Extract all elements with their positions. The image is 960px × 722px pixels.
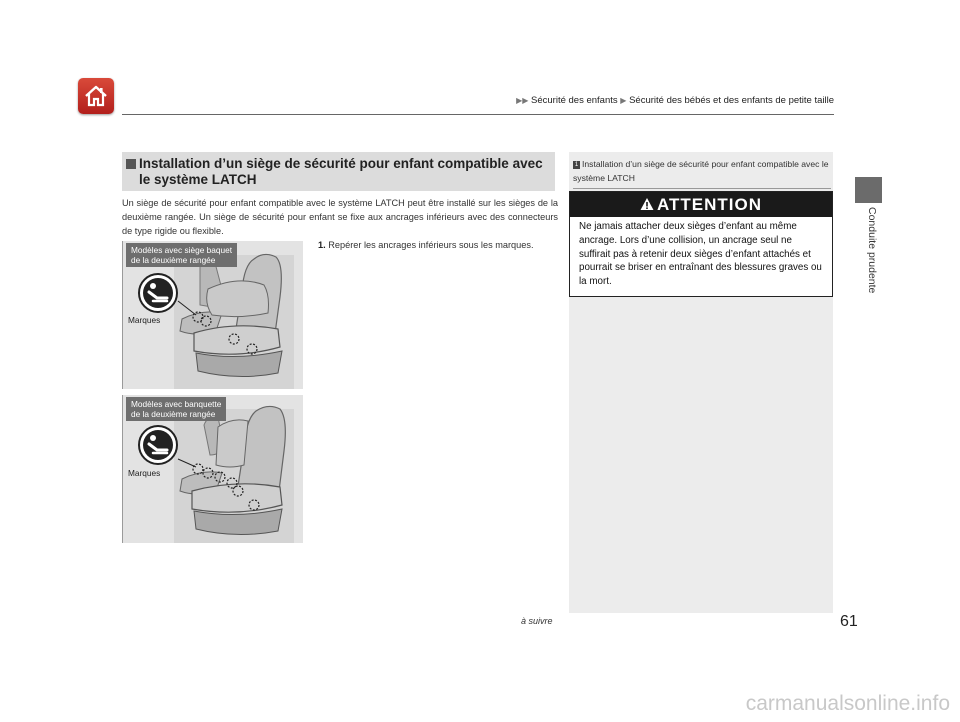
warning-label: ATTENTION [656,195,762,214]
figure-caption-line1: Modèles avec banquette [131,399,222,409]
warning-triangle-icon [640,197,654,211]
warning-box [569,191,833,297]
warning-text: Ne jamais attacher deux sièges d’enfant au même ancrage. Lors d’une collision, un ancrage seul ne suffirait pas à retenir deux sièges d’enfant attachés et pourrait se briser en entraînant des blessures graves ou la mort. [579,221,822,288]
figure-caption [126,397,226,421]
continued-label: à suivre [521,616,553,626]
home-icon [82,82,110,110]
figure-caption [126,243,237,267]
child-seat-anchor-icon [139,274,177,312]
marker-label: Marques [128,468,161,478]
note-reference-badge[interactable]: 1 [574,162,579,168]
note-divider [573,188,831,189]
figure-caption-line2: de la deuxième rangée [131,255,216,265]
breadcrumb-arrow-icon: ▶▶ [516,96,529,105]
figure-caption-line2: de la deuxième rangée [131,409,216,419]
section-body-text: Un siège de sécurité pour enfant compatible avec le système LATCH peut être installé sur les sièges de la deuxième rangée. Un siège de sécurité pour enfant se fixe aux ancrages inférieurs avec des connecteurs de type rigide ou flexible. [122,198,558,236]
note-heading [573,157,831,185]
marker-label: Marques [128,315,161,325]
header-divider [122,114,834,115]
watermark: carmanualsonline.info [745,692,950,715]
figure-bucket-seat [122,241,303,389]
step-text: Repérer les ancrages inférieurs sous les marques. [328,240,534,250]
breadcrumb-item-child-safety[interactable]: Sécurité des enfants [531,95,618,106]
section-title: Installation d’un siège de sécurité pour enfant compatible avec le système LATCH [139,156,543,187]
warning-header [570,192,832,217]
figure-border [122,395,123,543]
chapter-tab-label-wrap [866,207,880,307]
figure-caption-line1: Modèles avec siège baquet [131,245,233,255]
section-bullet-icon [126,159,136,169]
step-1 [318,240,534,250]
step-number: 1. [318,240,326,250]
breadcrumb-arrow-icon: ▶ [620,96,627,105]
home-button[interactable] [78,78,114,114]
breadcrumb [516,95,834,106]
child-seat-anchor-icon [139,426,177,464]
page-number: 61 [840,613,858,630]
figure-bench-seat [122,395,303,543]
chapter-tab-label: Conduite prudente [866,207,878,294]
figure-border [122,241,123,389]
breadcrumb-item-infant-safety[interactable]: Sécurité des bébés et des enfants de petite taille [629,95,834,106]
note-title: Installation d’un siège de sécurité pour enfant compatible avec le système LATCH [573,159,829,183]
section-heading [122,152,555,191]
chapter-tab[interactable] [855,177,882,203]
